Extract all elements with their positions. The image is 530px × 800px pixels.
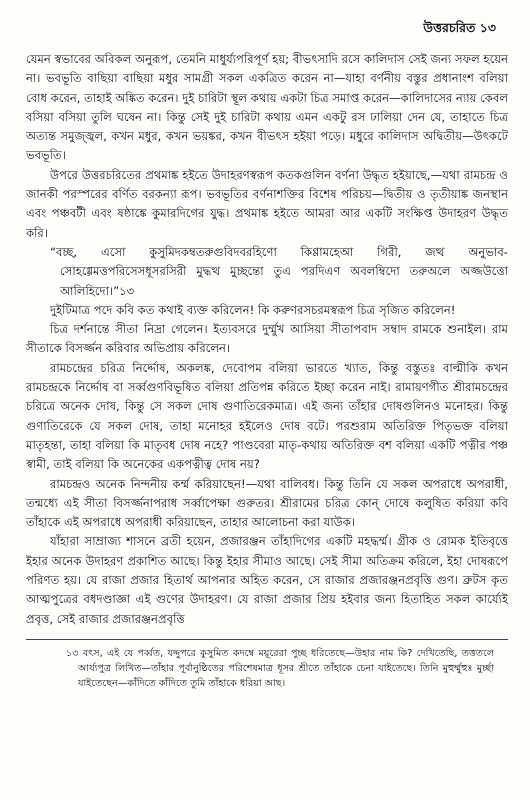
paragraph-6: রামচন্দ্রের চরিত্র নির্দ্দোষ, অকলঙ্ক, দেবোপম বলিয়া ভারতে খ্যাত, কিন্তু বস্তুতঃ বাল্মীকি কখন রামচন্দ্রকে নির্দ্দোষ বা সর্ব্বগুণবিভূষিত বলিয়া প্রতিপন্ন করিতে ইচ্ছা করেন নাই। রামায়ণগীত শ্রীরামচন্দ্রের চরিত্রে অনেক দোষ, কিন্তু সে সকল দোষ গুণাতিরেকমাত্র। এই জন্য তাঁহার দোষগুলিনও মনোহর। কিন্তু গুণাতিরেকে যে সকল দোষ, তাহা মনোহর হইলেও দোষ বটে। পরশুরাম অতিরিক্ত পিতৃভক্ত বলিয়া মাতৃহন্তা, তাহা বলিয়া কি মাতৃবধ দোষ নহে? পাণ্ডবেরা মাতৃ-কথায় অতিরিক্ত বশ বলিয়া একটি পত্নীর পঞ্চ স্বামী, তাই বলিয়া কি অনেকের একপত্নীত্ব দোষ নয়? xyxy=(26,360,508,472)
footnote-divider xyxy=(26,639,508,640)
page-header xyxy=(26,14,508,40)
prakrit-quotation: “বচ্ছ, এসো কুসুমিদকম্বতরুগুবিদবরহিণো কিণ্ণামহেআ গিরী, জত্থ অনুভাব-সোহগ্গেমত্তপরিসেসধূসরসিরী মুদ্ধত্থ মুচ্ছন্তো তুএ পরদিএণ অবলম্বিদো তরুঅলে অজ্জউত্তো আলিহিদো।”১৩ xyxy=(50,244,508,298)
paragraph-7: রামচন্দ্রও অনেক নিন্দনীয় কর্ম্ম করিয়াছেন!—যথা বালিবধ। কিন্তু তিনি যে সকল অপরাধে অপরাধী, তন্মধ্যে এই সীতা বিসর্জ্জনাপরাধ সর্ব্বাপেক্ষা গুরুতর। শ্রীরামের চরিত্র কোন্ দোষে কলুষিত করিয়া কবি তাঁহাকে এই অপরাধে অপরাধী করিয়াছেন, তাহার আলোচনা করা যাউক। xyxy=(26,476,508,530)
running-title: উত্তরচরিত ১৩ xyxy=(423,20,496,35)
footnote: ১৩ বৎস, এই যে পর্ব্বত, যদ্দুপরে কুসুমিত কদম্বে ময়ূরেরা পুচ্ছ ধরিতেছে—উহার নাম কি? দেখিতেছি, তত্ততলে আর্য্যপুত্র লিখিত—তাঁহার পূর্বানুষ্ঠিতের পরিশেষমাত্র ধূসর শ্রীতে তাঁহাকে চেনা যাইতেছে। তিনি মুহুর্ম্মুহুঃ মুর্চ্ছা যাইতেছেন—কাঁদিতে কাঁদিতে তুমি তাঁহাকে ধরিয়া আছ। xyxy=(66,647,494,689)
main-text xyxy=(26,50,508,629)
paragraph-2: উপরে উত্তরচরিতের প্রথমাঙ্ক হইতে উদাহরণস্বরূপ কতকগুলিন বর্ণনা উদ্ধৃত হইয়াছে,—যথা রামচন্দ্র ও জানকী পরস্পরের বর্ণিত বরকন্যা রূপ। ভবভূতির বর্ণনাশক্তির বিশেষ পরিচয়—দ্বিতীয় ও তৃতীয়াঙ্ক জনস্থান এবং পঞ্চবটী এবং ষষ্ঠাঙ্কে কুমারদিগের যুদ্ধ। প্রথমাঙ্ক হইতে আমরা আর একটি সংক্ষিপ্ত উদাহরণ উদ্ধৃত করি। xyxy=(26,167,508,240)
paragraph-4: দুইটিমাত্র পদে কবি কত কথাই ব্যক্ত করিলেন! কি করুণরসচরমস্বরূপ চিত্র সৃজিত করিলেন! xyxy=(50,302,456,317)
paragraph-1: যেমন স্বভাবের অবিকল অনুরূপ, তেমনি মাধুর্য্যপরিপূর্ণ হয়; বীভৎসাদি রসে কালিদাস সেই জন্য সফল হয়েন না। ভবভূতি বাছিয়া বাছিয়া মধুর সামগ্রী সকল একত্রিত করেন না—যাহা বর্ণনীয় বস্তুর প্রধানাংশ বলিয়া বোধ করেন, তাহাই অঙ্কিত করেন। দুই চারিটা স্থূল কথায় একটা চিত্র সমাপ্ত করেন—কালিদাসের ন্যায় কেবল বসিয়া বসিয়া তুলি ঘষেন না। কিন্তু সেই দুই চারিটা কথায় এমন একটু রস ঢালিয়া দেন যে, তাহাতে চিত্র অত্যন্ত সমুজ্জ্বল, কখন মধুর, কখন ভয়ঙ্কর, কখন বীভৎস হইয়া পড়ে। মধুরে কালিদাস অদ্বিতীয়—উৎকটে ভবভূতি। xyxy=(26,52,508,163)
paragraph-8: যাঁহারা সাম্রাজ্য শাসনে ব্রতী হয়েন, প্রজারঞ্জন তাঁহাদিগের একটি মহদ্ধর্ম্ম। গ্রীক ও রোমক ইতিবৃত্তে ইহার অনেক উদাহরণ প্রকাশিত আছে। কিন্তু ইহার সীমাও আছে। সেই সীমা অতিক্রম করিলে, ইহা দোষরূপে পরিণত হয়। যে রাজা প্রজার হিতার্থ আপনার অহিত করেন, সে রাজার প্রজারঞ্জনপ্রবৃত্তি গুণ। ব্রুটস কৃত আত্মপুত্রের বধদণ্ডাজ্ঞা এই গুণের উদাহরণ। যে রাজা প্রজার প্রিয় হইবার জন্য হিতাহিত সকল কার্য্যেই প্রবৃত্ত, সেই রাজার প্রজারঞ্জনপ্রবৃত্তি xyxy=(26,534,508,626)
paragraph-5: চিত্র দর্শনান্তে সীতা নিদ্রা গেলেন। ইত্যবসরে দুর্ম্মুখ আসিয়া সীতাপবাদ সম্বাদ রামকে শুনাইল। রাম সীতাকে বিসর্জ্জন করিবার অভিপ্রায় করিলেন। xyxy=(26,322,508,356)
